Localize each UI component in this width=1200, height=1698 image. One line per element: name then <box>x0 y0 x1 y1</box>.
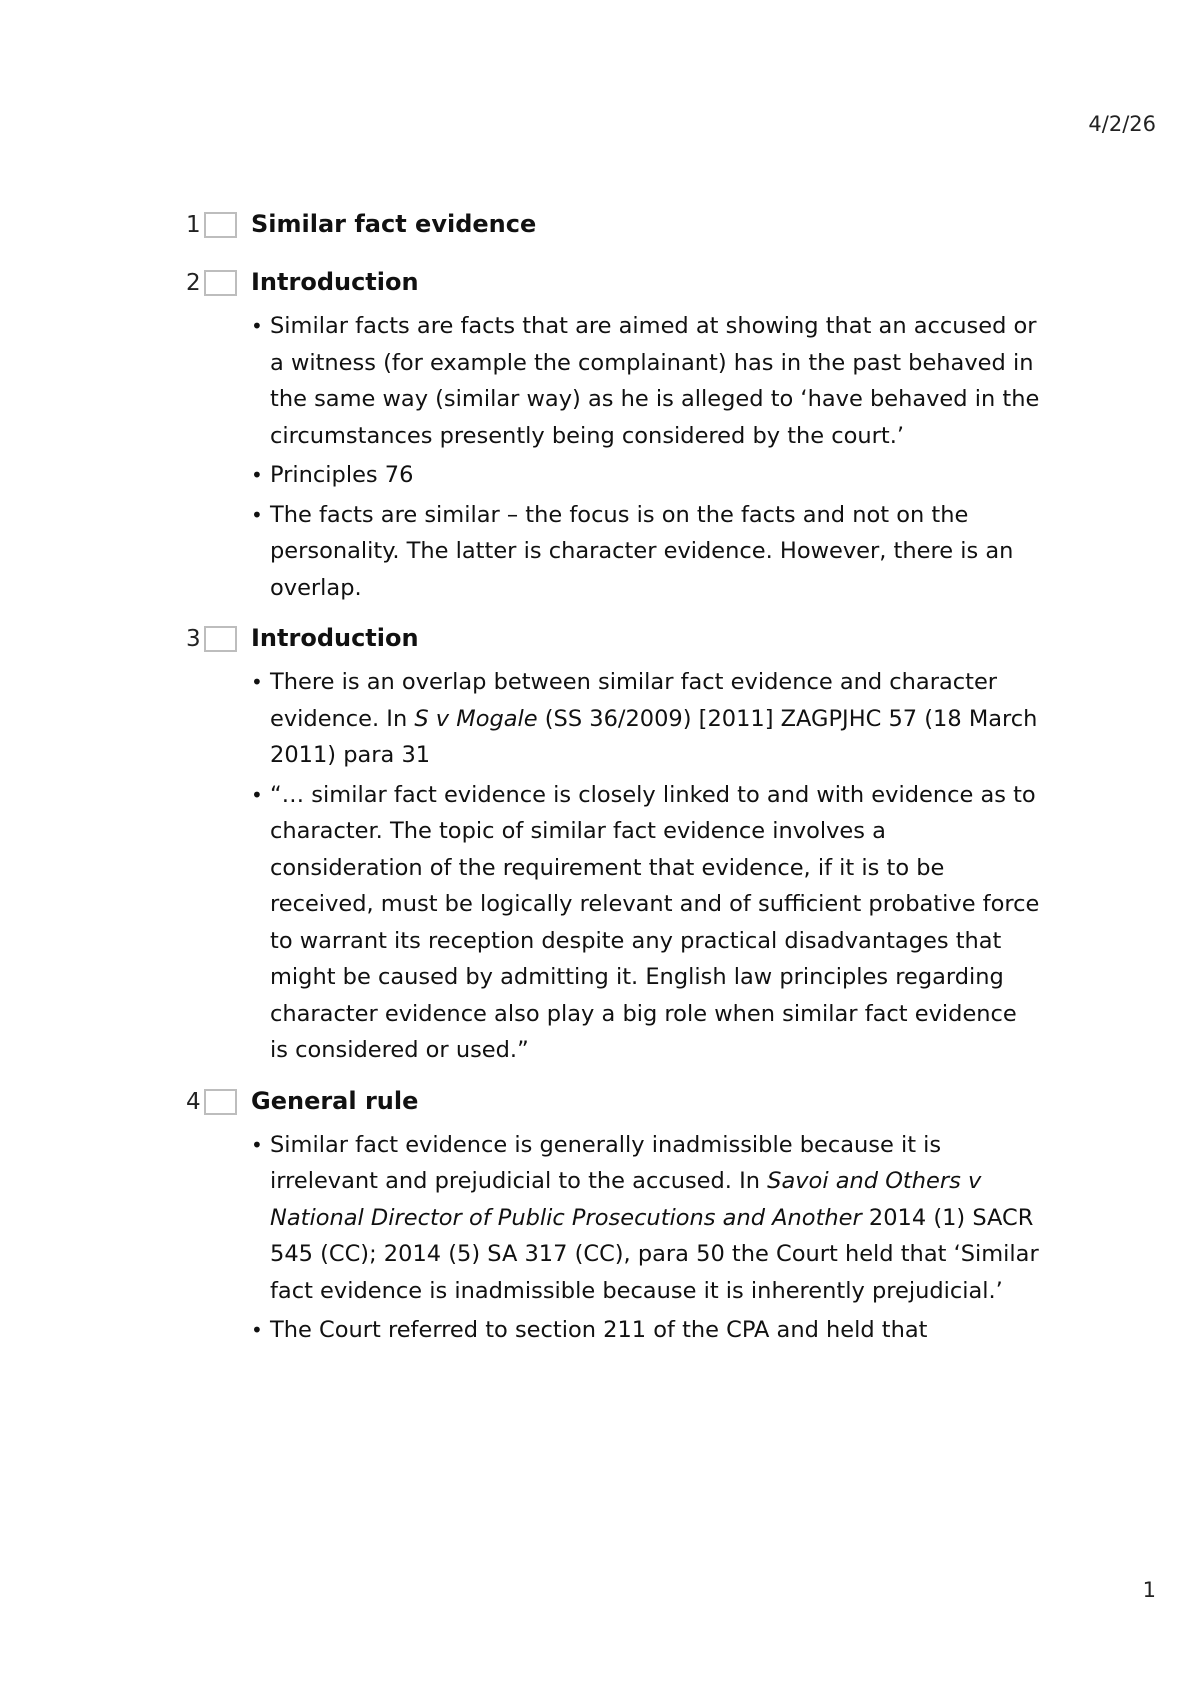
bullet-dot-icon: • <box>251 502 263 527</box>
bullet-item <box>251 777 1041 1069</box>
slide-header <box>0 210 1200 250</box>
bullet-list <box>251 664 1041 1069</box>
bullet-dot-icon: • <box>251 670 263 694</box>
bullet-text: Similar fact evidence is generally inadmissible because it is irrelevant and prejudicial to the accused. In <box>270 1131 942 1194</box>
bullet-text: (SS 36/2009) [2011] ZAGPJHC 57 (18 March 2011) para 31 <box>270 705 1038 768</box>
slide-number: 2 <box>186 270 201 296</box>
slide-title: Similar fact evidence <box>251 210 537 238</box>
bullet-text: 2014 (1) SACR 545 (CC); 2014 (5) SA 317 (CC), para 50 the Court held that ‘Similar fact evidence is inadmissible because it is inherently prejudicial.’ <box>270 1204 1039 1304</box>
bullet-item <box>251 308 1041 454</box>
bullet-text: There is an overlap between similar fact evidence and character evidence. In <box>270 669 998 732</box>
slide-thumbnail-placeholder <box>204 1089 237 1115</box>
case-citation: S v Mogale <box>414 705 538 732</box>
slide-header <box>0 1087 1200 1127</box>
bullet-text: The Court referred to section 211 of the CPA and held that <box>270 1317 928 1343</box>
bullet-dot-icon: • <box>251 314 263 338</box>
slide-thumbnail-placeholder <box>204 626 237 652</box>
slide-title: Introduction <box>251 268 419 296</box>
slide-header <box>0 624 1200 664</box>
bullet-item <box>251 457 1041 494</box>
bullet-list <box>251 1127 1041 1349</box>
bullet-text: “… similar fact evidence is closely linked to and with evidence as to character. The topic of similar fact evidence involves a consideration of the requirement that evidence, if it is to be received, must be logically relevant and of sufficient probative force to warrant its reception despite any practical disadvantages that might be caused by admitting it. English law principles regarding character evidence also play a big role when similar fact evidence is considered or used.” <box>270 781 1040 1063</box>
bullet-item <box>251 664 1041 774</box>
bullet-dot-icon: • <box>251 463 263 487</box>
slide-thumbnail-placeholder <box>204 212 237 238</box>
slide-thumbnail-placeholder <box>204 270 237 296</box>
slide-title: Introduction <box>251 624 419 652</box>
slide-title: General rule <box>251 1086 419 1115</box>
page-number: 1 <box>1142 1578 1156 1602</box>
slide-outline-item <box>0 624 1200 1069</box>
slide-header <box>0 268 1200 308</box>
slide-outline-item <box>0 210 1200 250</box>
bullet-text: The facts are similar – the focus is on the facts and not on the personality. The latter is character evidence. However, there is an overlap. <box>270 501 1014 601</box>
case-citation: Savoi and Others v National Director of Public Prosecutions and Another <box>270 1168 982 1231</box>
bullet-item <box>251 1127 1041 1310</box>
bullet-text: Similar facts are facts that are aimed at showing that an accused or a witness (for example the complainant) has in the past behaved in the same way (similar way) as he is alleged to ‘have behaved in the circumstances presently being considered by the court.’ <box>270 313 1040 449</box>
bullet-text: Principles 76 <box>270 462 414 488</box>
bullet-item <box>251 497 1041 607</box>
bullet-list <box>251 308 1041 606</box>
page-date: 4/2/26 <box>1088 112 1156 136</box>
slide-outline-item <box>0 268 1200 606</box>
bullet-dot-icon: • <box>251 1132 263 1157</box>
slide-outline-item <box>0 1087 1200 1349</box>
slide-number: 3 <box>186 626 201 652</box>
bullet-dot-icon: • <box>251 782 263 807</box>
slide-number: 1 <box>186 212 201 238</box>
slide-outline <box>0 210 1200 1367</box>
slide-number: 4 <box>186 1088 201 1115</box>
bullet-dot-icon: • <box>251 1318 263 1342</box>
bullet-item <box>251 1312 1041 1349</box>
